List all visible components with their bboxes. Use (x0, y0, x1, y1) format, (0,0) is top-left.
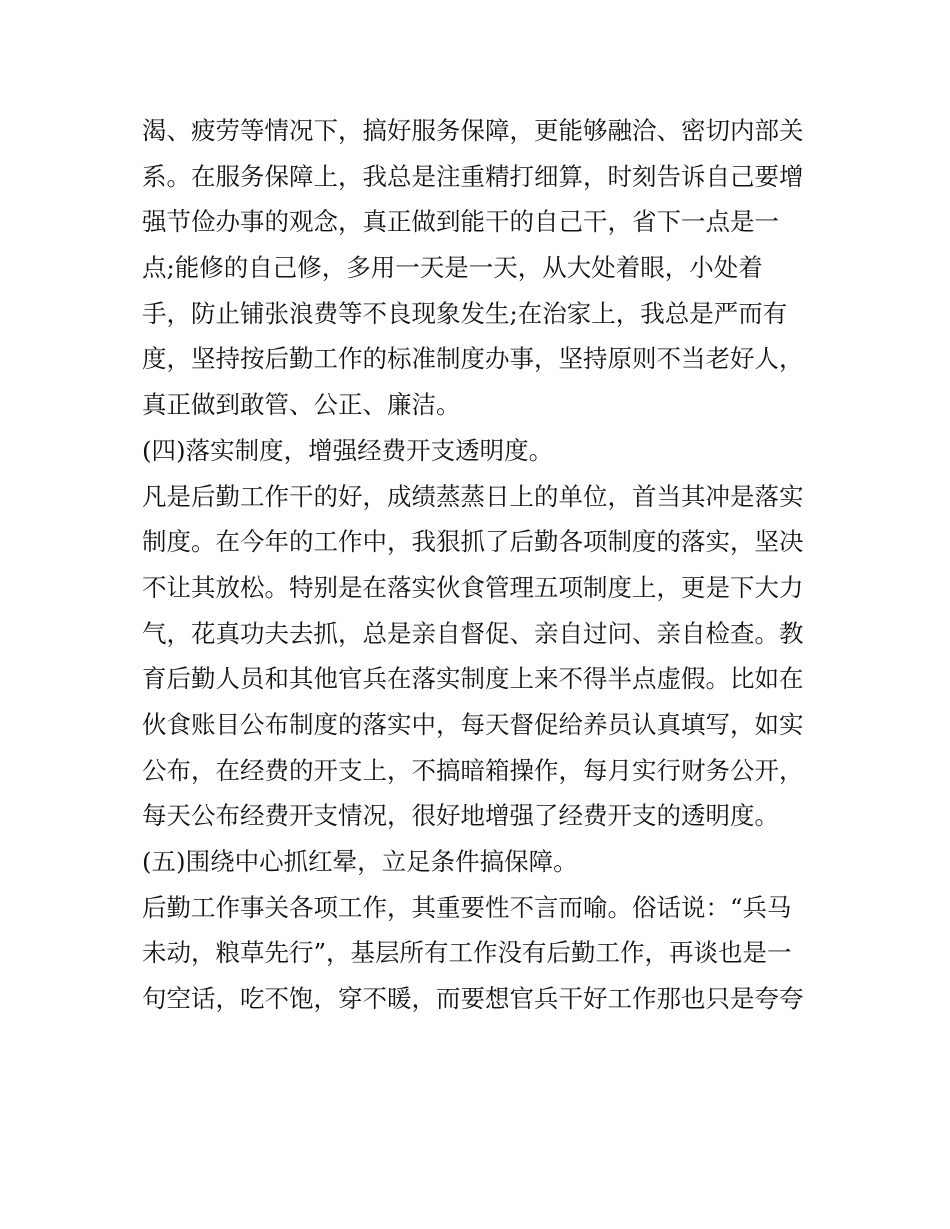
text-line: 每天公布经费开支情况，很好地增强了经费开支的透明度。 (142, 801, 779, 831)
text-line: 育后勤人员和其他官兵在落实制度上来不得半点虚假。比如在 (142, 664, 804, 694)
text-line: 真正做到敢管、公正、廉洁。 (142, 390, 461, 420)
text-line: 手，防止铺张浪费等不良现象发生;在治家上，我总是严而有 (142, 298, 788, 328)
text-line: 未动，粮草先行”，基层所有工作没有后勤工作，再谈也是一 (142, 938, 792, 968)
text-line: 系。在服务保障上，我总是注重精打细算，时刻告诉自己要增 (142, 161, 804, 191)
text-line: 点;能修的自己修，多用一天是一天，从大处着眼，小处着 (142, 253, 763, 283)
text-line: 后勤工作事关各项工作，其重要性不言而喻。俗话说：“兵马 (142, 892, 792, 922)
text-line: 气，花真功夫去抓，总是亲自督促、亲自过问、亲自检查。教 (142, 618, 804, 648)
text-line: 强节俭办事的观念，真正做到能干的自己干，省下一点是一 (142, 207, 779, 237)
text-line: 渴、疲劳等情况下，搞好服务保障，更能够融洽、密切内部关 (142, 116, 804, 145)
text-line: 公布，在经费的开支上，不搞暗箱操作，每月实行财务公开， (142, 755, 804, 785)
text-line: 不让其放松。特别是在落实伙食管理五项制度上，更是下大力 (142, 572, 804, 602)
body-text (142, 108, 822, 1022)
text-line: 制度。在今年的工作中，我狠抓了后勤各项制度的落实，坚决 (142, 527, 804, 557)
text-line: 凡是后勤工作干的好，成绩蒸蒸日上的单位，首当其冲是落实 (142, 481, 804, 511)
text-line: 伙食账目公布制度的落实中，每天督促给养员认真填写，如实 (142, 709, 804, 739)
text-line: 句空话，吃不饱，穿不暖，而要想官兵干好工作那也只是夸夸 (142, 984, 804, 1014)
section-heading: (五)围绕中心抓红晕，立足条件搞保障。 (142, 847, 578, 876)
section-heading: (四)落实制度，增强经费开支透明度。 (142, 435, 554, 465)
text-line: 度，坚持按后勤工作的标准制度办事，坚持原则不当老好人， (142, 344, 804, 374)
